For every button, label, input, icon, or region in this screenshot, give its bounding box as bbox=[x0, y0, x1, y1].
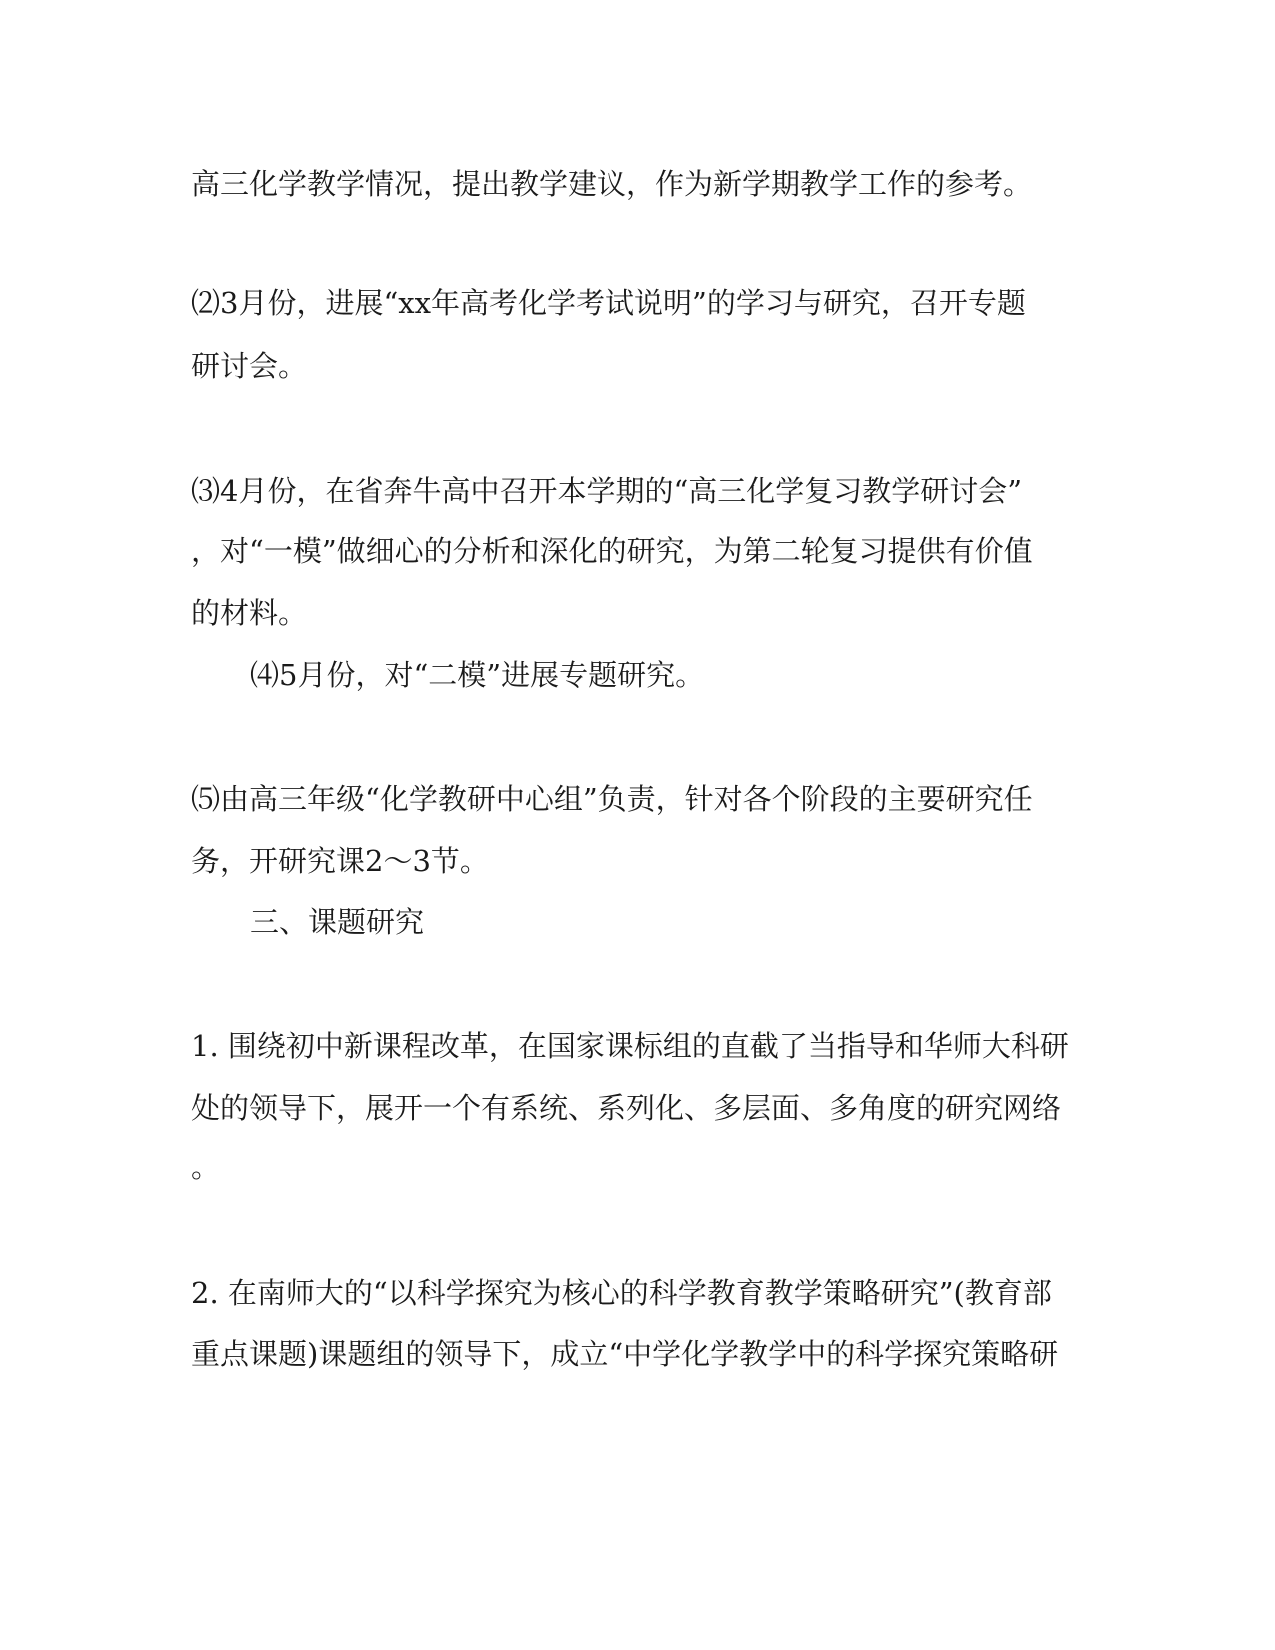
paragraph-line: 处的领导下，展开一个有系统、系列化、多层面、多角度的研究网络 bbox=[191, 1091, 1062, 1125]
paragraph-line: 2. 在南师大的“以科学探究为核心的科学教育教学策略研究”(教育部 bbox=[191, 1276, 1052, 1310]
paragraph-line: ⑶4月份，在省奔牛高中召开本学期的“高三化学复习教学研讨会” bbox=[191, 474, 1023, 508]
section-heading: 三、课题研究 bbox=[250, 905, 425, 939]
paragraph-line: 的材料。 bbox=[191, 596, 308, 630]
paragraph-line: 务，开研究课2～3节。 bbox=[191, 844, 489, 878]
paragraph-line: 高三化学教学情况，提出教学建议，作为新学期教学工作的参考。 bbox=[191, 167, 1033, 201]
paragraph-line: 重点课题)课题组的领导下，成立“中学化学教学中的科学探究策略研 bbox=[191, 1337, 1059, 1371]
paragraph-line: 研讨会。 bbox=[191, 349, 308, 383]
paragraph-line: ⑸由高三年级“化学教研中心组”负责，针对各个阶段的主要研究任 bbox=[191, 782, 1033, 816]
paragraph-line: 。 bbox=[191, 1150, 221, 1184]
paragraph-line: ，对“一模”做细心的分析和深化的研究，为第二轮复习提供有价值 bbox=[191, 534, 1033, 568]
paragraph-line: 1. 围绕初中新课程改革，在国家课标组的直截了当指导和华师大科研 bbox=[191, 1029, 1069, 1063]
paragraph-line: ⑵3月份，进展“xx年高考化学考试说明”的学习与研究，召开专题 bbox=[191, 286, 1026, 320]
paragraph-line: ⑷5月份，对“二模”进展专题研究。 bbox=[250, 658, 705, 692]
